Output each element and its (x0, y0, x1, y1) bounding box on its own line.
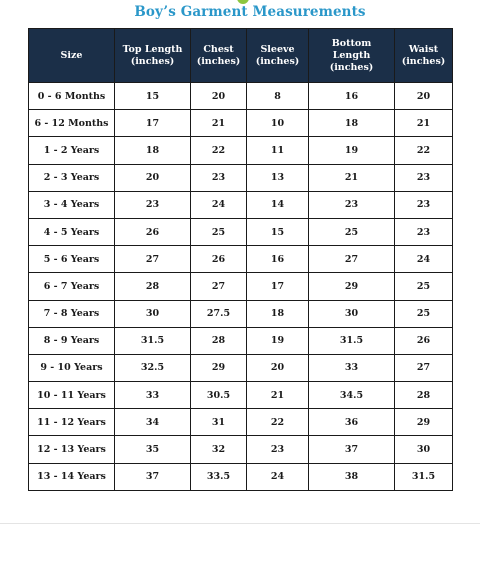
measurement-cell: 21 (191, 110, 247, 137)
measurement-cell: 23 (191, 164, 247, 191)
column-header-line: (inches) (130, 55, 175, 67)
measurement-cell: 18 (115, 137, 191, 164)
measurement-cell: 23 (395, 191, 453, 218)
measurement-cell: 20 (395, 83, 453, 110)
measurement-cell: 16 (309, 83, 395, 110)
table-row (29, 164, 453, 191)
measurement-cell: 18 (247, 300, 309, 327)
table-row (29, 463, 453, 490)
measurement-cell: 26 (395, 327, 453, 354)
measurement-cell: 25 (191, 218, 247, 245)
size-cell: 1 - 2 Years (29, 137, 115, 164)
measurement-cell: 29 (191, 354, 247, 381)
measurement-cell: 36 (309, 409, 395, 436)
measurement-cell: 21 (247, 382, 309, 409)
column-header-bottom-length (309, 29, 395, 83)
size-cell: 4 - 5 Years (29, 218, 115, 245)
column-header-line: Waist (408, 43, 439, 55)
divider (0, 523, 480, 524)
size-cell: 3 - 4 Years (29, 191, 115, 218)
table-row (29, 409, 453, 436)
measurement-cell: 32.5 (115, 354, 191, 381)
measurement-cell: 31.5 (395, 463, 453, 490)
measurement-cell: 23 (115, 191, 191, 218)
measurement-cell: 21 (309, 164, 395, 191)
measurement-cell: 28 (115, 273, 191, 300)
table-row (29, 382, 453, 409)
size-cell: 11 - 12 Years (29, 409, 115, 436)
measurement-cell: 22 (395, 137, 453, 164)
size-cell: 9 - 10 Years (29, 354, 115, 381)
size-cell: 5 - 6 Years (29, 246, 115, 273)
measurement-cell: 27 (309, 246, 395, 273)
measurement-cell: 23 (395, 218, 453, 245)
measurement-cell: 27 (395, 354, 453, 381)
measurement-cell: 21 (395, 110, 453, 137)
measurement-cell: 22 (191, 137, 247, 164)
measurement-cell: 20 (247, 354, 309, 381)
measurement-cell: 27.5 (191, 300, 247, 327)
size-cell: 13 - 14 Years (29, 463, 115, 490)
measurement-cell: 33 (115, 382, 191, 409)
column-header-sleeve (247, 29, 309, 83)
measurement-cell: 27 (115, 246, 191, 273)
measurement-cell: 28 (191, 327, 247, 354)
measurement-cell: 22 (247, 409, 309, 436)
table-row (29, 327, 453, 354)
measurement-cell: 34.5 (309, 382, 395, 409)
measurement-cell: 30 (115, 300, 191, 327)
table-row (29, 218, 453, 245)
measurement-cell: 32 (191, 436, 247, 463)
table-row (29, 110, 453, 137)
column-header-line: Top Length (122, 43, 183, 55)
measurement-cell: 27 (191, 273, 247, 300)
table-row (29, 273, 453, 300)
column-header-line: Length (332, 49, 371, 61)
page-title: Boy’s Garment Measurements (134, 4, 366, 20)
measurement-cell: 25 (395, 273, 453, 300)
measurement-cell: 14 (247, 191, 309, 218)
measurement-cell: 26 (191, 246, 247, 273)
table-row (29, 83, 453, 110)
measurement-cell: 24 (395, 246, 453, 273)
column-header-line: Sleeve (260, 43, 295, 55)
measurement-cell: 25 (309, 218, 395, 245)
measurement-cell: 30.5 (191, 382, 247, 409)
column-header-waist (395, 29, 453, 83)
measurement-cell: 19 (309, 137, 395, 164)
column-header-line: Chest (203, 43, 234, 55)
measurement-cell: 28 (395, 382, 453, 409)
measurement-cell: 33.5 (191, 463, 247, 490)
measurement-cell: 30 (395, 436, 453, 463)
measurement-cell: 20 (115, 164, 191, 191)
size-cell: 0 - 6 Months (29, 83, 115, 110)
measurement-cell: 11 (247, 137, 309, 164)
column-header-size (29, 29, 115, 83)
size-cell: 12 - 13 Years (29, 436, 115, 463)
column-header-top-length (115, 29, 191, 83)
column-header-line: (inches) (255, 55, 300, 67)
measurement-cell: 19 (247, 327, 309, 354)
column-header-line: Bottom (331, 37, 372, 49)
measurement-cell: 24 (191, 191, 247, 218)
table-row (29, 436, 453, 463)
measurement-cell: 23 (309, 191, 395, 218)
column-header-line: Size (60, 49, 83, 61)
measurement-cell: 35 (115, 436, 191, 463)
measurement-cell: 8 (247, 83, 309, 110)
size-cell: 10 - 11 Years (29, 382, 115, 409)
measurement-cell: 25 (395, 300, 453, 327)
column-header-chest (191, 29, 247, 83)
measurement-cell: 13 (247, 164, 309, 191)
measurement-cell: 31.5 (115, 327, 191, 354)
column-header-line: (inches) (329, 61, 374, 73)
measurement-cell: 37 (115, 463, 191, 490)
measurement-cell: 17 (115, 110, 191, 137)
size-cell: 2 - 3 Years (29, 164, 115, 191)
size-cell: 6 - 7 Years (29, 273, 115, 300)
table-row (29, 300, 453, 327)
measurements-table (28, 28, 453, 491)
measurement-cell: 15 (115, 83, 191, 110)
column-header-line: (inches) (401, 55, 446, 67)
measurement-cell: 23 (247, 436, 309, 463)
measurement-cell: 20 (191, 83, 247, 110)
measurement-cell: 38 (309, 463, 395, 490)
measurement-cell: 23 (395, 164, 453, 191)
size-cell: 6 - 12 Months (29, 110, 115, 137)
table-row (29, 246, 453, 273)
table-body (29, 83, 453, 491)
measurement-cell: 37 (309, 436, 395, 463)
table-row (29, 137, 453, 164)
measurement-cell: 24 (247, 463, 309, 490)
size-cell: 7 - 8 Years (29, 300, 115, 327)
measurement-cell: 31 (191, 409, 247, 436)
measurement-cell: 16 (247, 246, 309, 273)
measurement-cell: 31.5 (309, 327, 395, 354)
measurement-cell: 18 (309, 110, 395, 137)
table-row (29, 354, 453, 381)
measurement-cell: 29 (395, 409, 453, 436)
table-row (29, 191, 453, 218)
size-cell: 8 - 9 Years (29, 327, 115, 354)
measurement-cell: 33 (309, 354, 395, 381)
column-header-line: (inches) (196, 55, 241, 67)
measurement-cell: 15 (247, 218, 309, 245)
measurement-cell: 34 (115, 409, 191, 436)
measurement-cell: 30 (309, 300, 395, 327)
measurement-cell: 26 (115, 218, 191, 245)
measurement-cell: 17 (247, 273, 309, 300)
measurement-cell: 29 (309, 273, 395, 300)
table-header-row (29, 29, 453, 83)
measurement-cell: 10 (247, 110, 309, 137)
